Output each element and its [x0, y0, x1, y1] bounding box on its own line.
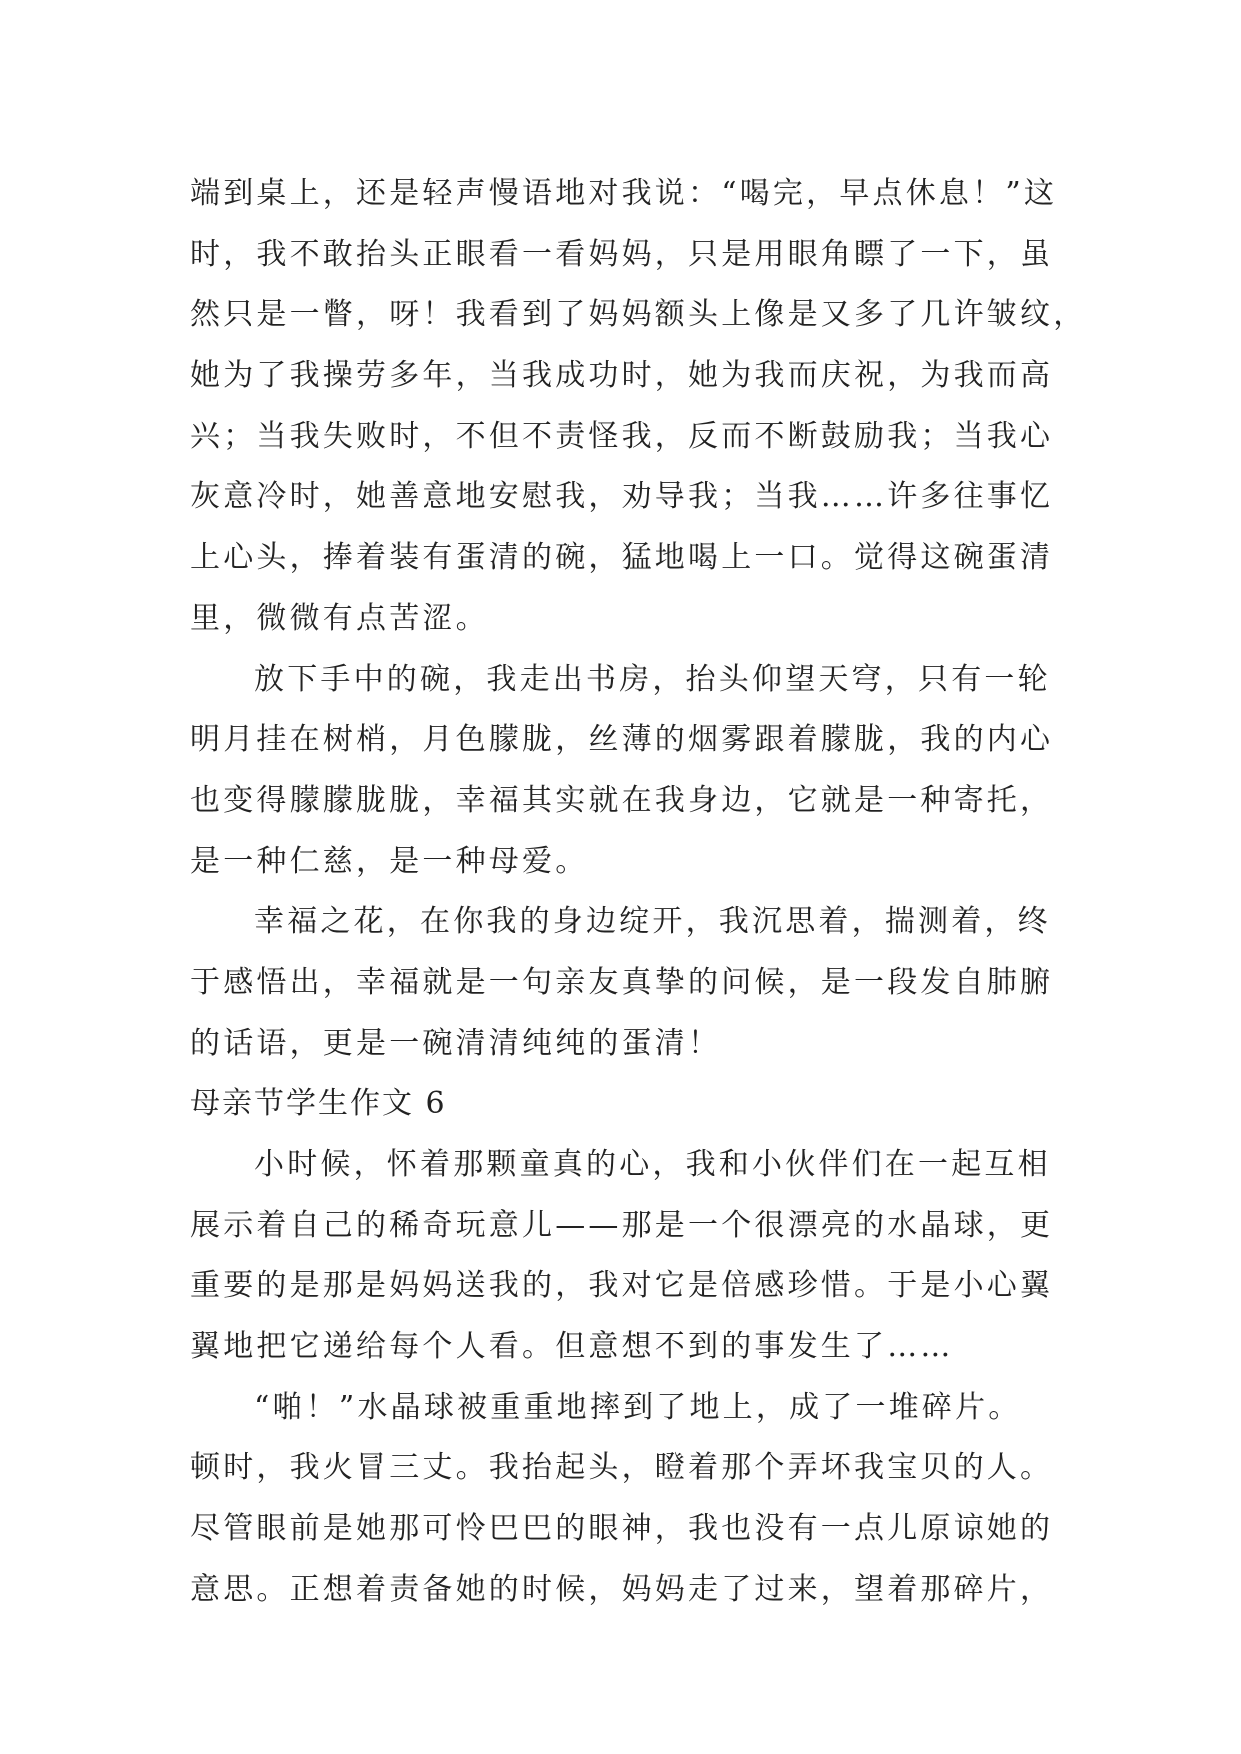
text-line: 也变得朦朦胧胧，幸福其实就在我身边，它就是一种寄托， [190, 782, 1054, 818]
section-title: 母亲节学生作文 6 [190, 1086, 447, 1122]
text-line: 于感悟出，幸福就是一句亲友真挚的问候，是一段发自肺腑 [190, 964, 1054, 1000]
text-line: 顿时，我火冒三丈。我抬起头，瞪着那个弄坏我宝贝的人。 [190, 1450, 1054, 1486]
text-line: 翼地把它递给每个人看。但意想不到的事发生了…… [190, 1329, 954, 1365]
text-line: “啪！”水晶球被重重地摔到了地上，成了一堆碎片。 [254, 1389, 1022, 1425]
text-line: 展示着自己的稀奇玩意儿——那是一个很漂亮的水晶球，更 [190, 1207, 1054, 1243]
text-line: 尽管眼前是她那可怜巴巴的眼神，我也没有一点儿原谅她的 [190, 1511, 1054, 1547]
text-line: 她为了我操劳多年，当我成功时，她为我而庆祝，为我而高 [190, 358, 1054, 394]
text-line: 放下手中的碗，我走出书房，抬头仰望天穹，只有一轮 [254, 661, 1051, 697]
text-line: 里，微微有点苦涩。 [190, 600, 489, 636]
text-line: 灰意冷时，她善意地安慰我，劝导我；当我……许多往事忆 [190, 479, 1054, 515]
paragraph-3 [190, 892, 1070, 1074]
text-line: 重要的是那是妈妈送我的，我对它是倍感珍惜。于是小心翼 [190, 1268, 1054, 1304]
text-line: 然只是一瞥，呀！我看到了妈妈额头上像是又多了几许皱纹， [190, 297, 1087, 333]
paragraph-2 [190, 650, 1070, 893]
document-body [190, 164, 1087, 1621]
paragraph-5 [190, 1378, 1070, 1621]
text-line: 的话语，更是一碗清清纯纯的蛋清！ [190, 1025, 722, 1061]
text-line: 端到桌上，还是轻声慢语地对我说：“喝完，早点休息！”这 [190, 176, 1058, 211]
paragraph-1 [190, 164, 1087, 650]
text-line: 小时候，怀着那颗童真的心，我和小伙伴们在一起互相 [254, 1147, 1051, 1182]
text-line: 幸福之花，在你我的身边绽开，我沉思着，揣测着，终 [254, 904, 1051, 940]
text-line: 上心头，捧着装有蛋清的碗，猛地喝上一口。觉得这碗蛋清 [190, 540, 1054, 576]
text-line: 是一种仁慈，是一种母爱。 [190, 843, 589, 879]
paragraph-4 [190, 1135, 1070, 1378]
text-line: 意思。正想着责备她的时候，妈妈走了过来，望着那碎片， [190, 1571, 1054, 1607]
text-line: 明月挂在树梢，月色朦胧，丝薄的烟雾跟着朦胧，我的内心 [190, 722, 1054, 758]
text-line: 兴；当我失败时，不但不责怪我，反而不断鼓励我；当我心 [190, 418, 1054, 454]
text-line: 时，我不敢抬头正眼看一看妈妈，只是用眼角瞟了一下，虽 [190, 236, 1054, 272]
